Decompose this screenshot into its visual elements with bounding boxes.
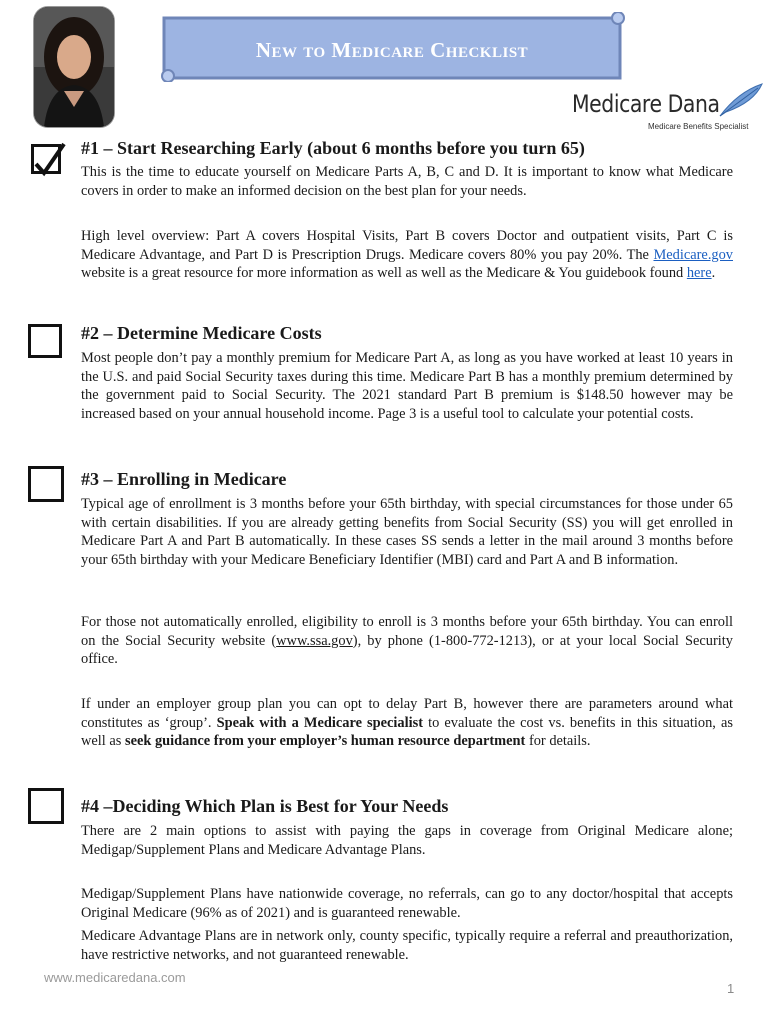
page-number: 1 (727, 981, 735, 996)
section-4-paragraph-1: There are 2 main options to assist with paying the gaps in coverage from Original Medicare alone; Medigap/Supplement Plans and Medicare Advantage Plans. (81, 823, 733, 858)
section-1-paragraph-2: High level overview: Part A covers Hospital Visits, Part B covers Doctor and outpatient visits, Part C is Medicare Advantage, and Part D is Prescription Drugs. Medicare covers 80% you pay 20%. The Medicare.gov website is a great resource for more information as well as well as the Medicare & You guidebook found here. (81, 228, 733, 281)
page-title: New to Medicare Checklist (255, 37, 529, 62)
section-2-paragraph-1: Most people don’t pay a monthly premium for Medicare Part A, as long as you have worked at least 10 years in the U.S. and paid Social Security taxes during this time. Medicare Part B has a monthly premium determined by the government paid to Social Security. The 2021 standard Part B premium is $148.50 however may be increased based on your annual household income. Page 3 is a useful tool to calculate your potential costs. (81, 350, 733, 422)
medicare-gov-link[interactable]: Medicare.gov (653, 246, 733, 263)
checkbox-2[interactable] (28, 324, 62, 358)
section-1-paragraph-1: This is the time to educate yourself on Medicare Parts A, B, C and D. It is important to know what Medicare covers in order to make an informed decision on the best plan for your needs. (81, 164, 733, 199)
section-4-paragraph-2: Medigap/Supplement Plans have nationwide coverage, no referrals, can go to any doctor/hospital that accepts Original Medicare (96% as of 2021) and is guaranteed renewable. (81, 886, 733, 921)
checkmark-icon (30, 140, 70, 184)
section-3-heading: #3 – Enrolling in Medicare (81, 469, 287, 489)
section-4-paragraph-3: Medicare Advantage Plans are in network only, county specific, typically require a referral and preauthorization, have restrictive networks, and not guaranteed renewable. (81, 928, 733, 963)
logo-text: Medicare Dana (572, 90, 720, 118)
feather-icon (718, 82, 764, 118)
footer-website: www.medicaredana.com (44, 970, 186, 985)
checkbox-3[interactable] (28, 466, 64, 502)
section-4-heading: #4 –Deciding Which Plan is Best for Your Needs (81, 796, 449, 816)
profile-photo (34, 7, 114, 127)
section-3-paragraph-3: If under an employer group plan you can opt to delay Part B, however there are parameters around what constitutes as ‘group’. Speak with a Medicare specialist to evaluate the cost vs. benefits in this situation, as well as seek guidance from your employer’s human resource department for details. (81, 696, 733, 749)
logo-tagline: Medicare Benefits Specialist (648, 122, 749, 131)
section-3-paragraph-2: For those not automatically enrolled, eligibility to enroll is 3 months before your 65th birthday. You can enroll on the Social Security website (www.ssa.gov), by phone (1-800-772-1213), or at your local Social Security office. (81, 614, 733, 667)
section-1-heading: #1 – Start Researching Early (about 6 months before you turn 65) (81, 138, 585, 158)
section-3-paragraph-1: Typical age of enrollment is 3 months before your 65th birthday, with special circumstances for those under 65 with certain disabilities. If you are already getting benefits from Social Security (SS) you will get enrolled in Medicare Part A and Part B automatically. In these cases SS sends a letter in the mail around 3 months before your 65th birthday with your Medicare Beneficiary Identifier (MBI) card and Part A and B information. (81, 496, 733, 568)
guidebook-link[interactable]: here (686, 265, 712, 281)
checkbox-4[interactable] (28, 788, 64, 824)
section-2-heading: #2 – Determine Medicare Costs (81, 323, 322, 343)
ssa-gov-link[interactable]: www.ssa.gov (276, 632, 353, 649)
